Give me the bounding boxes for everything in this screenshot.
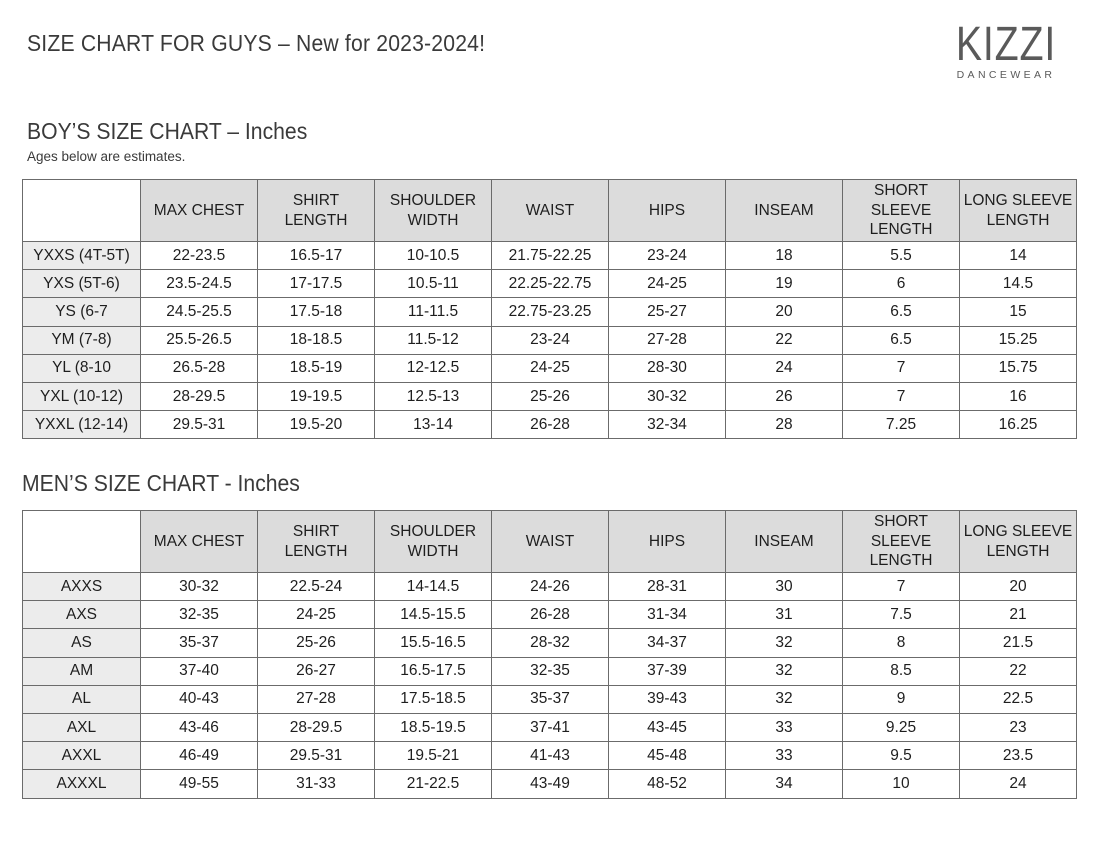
measurement-cell: 7 <box>843 573 960 601</box>
measurement-cell: 7 <box>843 354 960 382</box>
measurement-cell: 49-55 <box>141 770 258 798</box>
measurement-cell: 5.5 <box>843 242 960 270</box>
logo-subtitle: DANCEWEAR <box>956 69 1056 81</box>
measurement-cell: 43-46 <box>141 713 258 741</box>
measurement-cell: 18.5-19.5 <box>375 713 492 741</box>
size-label-cell: AXXXL <box>23 770 141 798</box>
measurement-cell: 18-18.5 <box>258 326 375 354</box>
table-row <box>23 298 1077 326</box>
measurement-cell: 6.5 <box>843 326 960 354</box>
measurement-cell: 17.5-18 <box>258 298 375 326</box>
measurement-cell: 15 <box>960 298 1077 326</box>
measurement-cell: 14.5 <box>960 270 1077 298</box>
table-row <box>23 713 1077 741</box>
column-header <box>726 180 843 242</box>
measurement-cell: 21.75-22.25 <box>492 242 609 270</box>
measurement-cell: 33 <box>726 742 843 770</box>
column-header-label: SHIRT LENGTH <box>284 192 348 229</box>
measurement-cell: 30-32 <box>609 382 726 410</box>
measurement-cell: 22 <box>726 326 843 354</box>
column-header-label: LONG SLEEVE LENGTH <box>963 523 1073 560</box>
measurement-cell: 21.5 <box>960 629 1077 657</box>
column-header <box>141 511 258 573</box>
column-header-label: HIPS <box>648 201 686 219</box>
column-header <box>492 511 609 573</box>
measurement-cell: 15.5-16.5 <box>375 629 492 657</box>
size-label-cell: YL (8-10 <box>23 354 141 382</box>
measurement-cell: 18 <box>726 242 843 270</box>
measurement-cell: 37-39 <box>609 657 726 685</box>
measurement-cell: 22 <box>960 657 1077 685</box>
table-row <box>23 270 1077 298</box>
measurement-cell: 31 <box>726 601 843 629</box>
measurement-cell: 6.5 <box>843 298 960 326</box>
size-label-cell: YM (7-8) <box>23 326 141 354</box>
measurement-cell: 41-43 <box>492 742 609 770</box>
header-corner-cell <box>23 511 141 573</box>
measurement-cell: 7 <box>843 382 960 410</box>
measurement-cell: 16 <box>960 382 1077 410</box>
measurement-cell: 33 <box>726 713 843 741</box>
column-header-label: WAIST <box>525 201 575 219</box>
measurement-cell: 10 <box>843 770 960 798</box>
column-header <box>375 511 492 573</box>
measurement-cell: 24 <box>726 354 843 382</box>
measurement-cell: 26-28 <box>492 601 609 629</box>
measurement-cell: 9 <box>843 685 960 713</box>
table-row <box>23 326 1077 354</box>
boys-size-table <box>22 179 1077 439</box>
column-header-label: HIPS <box>648 532 686 550</box>
measurement-cell: 17.5-18.5 <box>375 685 492 713</box>
measurement-cell: 26-28 <box>492 411 609 439</box>
measurement-cell: 17-17.5 <box>258 270 375 298</box>
table-header-row <box>23 511 1077 573</box>
measurement-cell: 22-23.5 <box>141 242 258 270</box>
measurement-cell: 40-43 <box>141 685 258 713</box>
table-row <box>23 354 1077 382</box>
measurement-cell: 26 <box>726 382 843 410</box>
measurement-cell: 24-25 <box>492 354 609 382</box>
measurement-cell: 23.5 <box>960 742 1077 770</box>
measurement-cell: 16.5-17 <box>258 242 375 270</box>
measurement-cell: 9.25 <box>843 713 960 741</box>
measurement-cell: 10.5-11 <box>375 270 492 298</box>
measurement-cell: 20 <box>726 298 843 326</box>
measurement-cell: 30 <box>726 573 843 601</box>
measurement-cell: 14.5-15.5 <box>375 601 492 629</box>
measurement-cell: 13-14 <box>375 411 492 439</box>
column-header <box>843 180 960 242</box>
measurement-cell: 26.5-28 <box>141 354 258 382</box>
column-header-label: SHOULDER WIDTH <box>389 192 477 229</box>
column-header-label: INSEAM <box>754 532 814 550</box>
table-row <box>23 601 1077 629</box>
header-corner-cell <box>23 180 141 242</box>
size-label-cell: YXL (10-12) <box>23 382 141 410</box>
measurement-cell: 24-26 <box>492 573 609 601</box>
measurement-cell: 10-10.5 <box>375 242 492 270</box>
measurement-cell: 23-24 <box>492 326 609 354</box>
measurement-cell: 22.25-22.75 <box>492 270 609 298</box>
measurement-cell: 39-43 <box>609 685 726 713</box>
measurement-cell: 20 <box>960 573 1077 601</box>
measurement-cell: 32-35 <box>141 601 258 629</box>
column-header-label: SHOULDER WIDTH <box>389 523 477 560</box>
size-label-cell: AXS <box>23 601 141 629</box>
size-label-cell: YS (6-7 <box>23 298 141 326</box>
measurement-cell: 30-32 <box>141 573 258 601</box>
size-label-cell: AS <box>23 629 141 657</box>
measurement-cell: 18.5-19 <box>258 354 375 382</box>
measurement-cell: 28-32 <box>492 629 609 657</box>
column-header <box>609 180 726 242</box>
measurement-cell: 22.5 <box>960 685 1077 713</box>
measurement-cell: 48-52 <box>609 770 726 798</box>
column-header <box>609 511 726 573</box>
measurement-cell: 25-26 <box>258 629 375 657</box>
measurement-cell: 32 <box>726 629 843 657</box>
measurement-cell: 27-28 <box>609 326 726 354</box>
brand-logo <box>940 18 1072 81</box>
measurement-cell: 26-27 <box>258 657 375 685</box>
table-row <box>23 685 1077 713</box>
measurement-cell: 7.25 <box>843 411 960 439</box>
measurement-cell: 12-12.5 <box>375 354 492 382</box>
measurement-cell: 9.5 <box>843 742 960 770</box>
table-row <box>23 742 1077 770</box>
column-header <box>258 180 375 242</box>
measurement-cell: 37-41 <box>492 713 609 741</box>
measurement-cell: 28-30 <box>609 354 726 382</box>
measurement-cell: 8.5 <box>843 657 960 685</box>
table-header-row <box>23 180 1077 242</box>
measurement-cell: 14 <box>960 242 1077 270</box>
table-row <box>23 657 1077 685</box>
page-title: SIZE CHART FOR GUYS – New for 2023-2024! <box>27 30 486 56</box>
measurement-cell: 34-37 <box>609 629 726 657</box>
measurement-cell: 34 <box>726 770 843 798</box>
table-row <box>23 242 1077 270</box>
measurement-cell: 43-49 <box>492 770 609 798</box>
measurement-cell: 35-37 <box>492 685 609 713</box>
measurement-cell: 25-27 <box>609 298 726 326</box>
size-label-cell: YXXL (12-14) <box>23 411 141 439</box>
column-header <box>843 511 960 573</box>
measurement-cell: 15.25 <box>960 326 1077 354</box>
table-row <box>23 770 1077 798</box>
column-header-label: SHIRT LENGTH <box>284 523 348 560</box>
size-label-cell: AL <box>23 685 141 713</box>
column-header-label: MAX CHEST <box>153 532 245 550</box>
measurement-cell: 29.5-31 <box>258 742 375 770</box>
measurement-cell: 16.25 <box>960 411 1077 439</box>
column-header <box>960 180 1077 242</box>
measurement-cell: 6 <box>843 270 960 298</box>
column-header-label: SHORT SLEEVE LENGTH <box>869 513 933 570</box>
measurement-cell: 24 <box>960 770 1077 798</box>
measurement-cell: 31-34 <box>609 601 726 629</box>
measurement-cell: 22.75-23.25 <box>492 298 609 326</box>
measurement-cell: 8 <box>843 629 960 657</box>
measurement-cell: 37-40 <box>141 657 258 685</box>
measurement-cell: 19.5-21 <box>375 742 492 770</box>
column-header <box>141 180 258 242</box>
column-header <box>960 511 1077 573</box>
column-header-label: SHORT SLEEVE LENGTH <box>869 182 933 239</box>
column-header-label: WAIST <box>525 532 575 550</box>
measurement-cell: 27-28 <box>258 685 375 713</box>
measurement-cell: 11-11.5 <box>375 298 492 326</box>
size-label-cell: AXXL <box>23 742 141 770</box>
column-header <box>258 511 375 573</box>
table-row <box>23 629 1077 657</box>
measurement-cell: 15.75 <box>960 354 1077 382</box>
measurement-cell: 12.5-13 <box>375 382 492 410</box>
size-label-cell: YXXS (4T-5T) <box>23 242 141 270</box>
measurement-cell: 28-31 <box>609 573 726 601</box>
measurement-cell: 35-37 <box>141 629 258 657</box>
table-row <box>23 573 1077 601</box>
boys-chart-title: BOY’S SIZE CHART – Inches <box>27 118 308 144</box>
measurement-cell: 14-14.5 <box>375 573 492 601</box>
size-label-cell: YXS (5T-6) <box>23 270 141 298</box>
measurement-cell: 7.5 <box>843 601 960 629</box>
measurement-cell: 16.5-17.5 <box>375 657 492 685</box>
measurement-cell: 19 <box>726 270 843 298</box>
measurement-cell: 32 <box>726 685 843 713</box>
measurement-cell: 32 <box>726 657 843 685</box>
measurement-cell: 23 <box>960 713 1077 741</box>
column-header <box>726 511 843 573</box>
boys-chart-note: Ages below are estimates. <box>27 149 186 164</box>
logo-wordmark: KIZZI <box>955 18 1057 71</box>
mens-size-table <box>22 510 1077 799</box>
table-row <box>23 382 1077 410</box>
measurement-cell: 22.5-24 <box>258 573 375 601</box>
measurement-cell: 11.5-12 <box>375 326 492 354</box>
measurement-cell: 19-19.5 <box>258 382 375 410</box>
measurement-cell: 45-48 <box>609 742 726 770</box>
measurement-cell: 28-29.5 <box>258 713 375 741</box>
column-header <box>375 180 492 242</box>
measurement-cell: 29.5-31 <box>141 411 258 439</box>
measurement-cell: 25-26 <box>492 382 609 410</box>
measurement-cell: 46-49 <box>141 742 258 770</box>
measurement-cell: 32-35 <box>492 657 609 685</box>
measurement-cell: 28 <box>726 411 843 439</box>
measurement-cell: 19.5-20 <box>258 411 375 439</box>
measurement-cell: 31-33 <box>258 770 375 798</box>
size-label-cell: AM <box>23 657 141 685</box>
measurement-cell: 25.5-26.5 <box>141 326 258 354</box>
measurement-cell: 24.5-25.5 <box>141 298 258 326</box>
column-header-label: LONG SLEEVE LENGTH <box>963 192 1073 229</box>
size-label-cell: AXXS <box>23 573 141 601</box>
measurement-cell: 28-29.5 <box>141 382 258 410</box>
measurement-cell: 24-25 <box>258 601 375 629</box>
column-header <box>492 180 609 242</box>
size-label-cell: AXL <box>23 713 141 741</box>
mens-chart-title: MEN’S SIZE CHART - Inches <box>22 470 300 496</box>
column-header-label: MAX CHEST <box>153 201 245 219</box>
measurement-cell: 21 <box>960 601 1077 629</box>
measurement-cell: 32-34 <box>609 411 726 439</box>
measurement-cell: 43-45 <box>609 713 726 741</box>
measurement-cell: 24-25 <box>609 270 726 298</box>
column-header-label: INSEAM <box>754 201 814 219</box>
measurement-cell: 23.5-24.5 <box>141 270 258 298</box>
measurement-cell: 21-22.5 <box>375 770 492 798</box>
measurement-cell: 23-24 <box>609 242 726 270</box>
table-row <box>23 411 1077 439</box>
